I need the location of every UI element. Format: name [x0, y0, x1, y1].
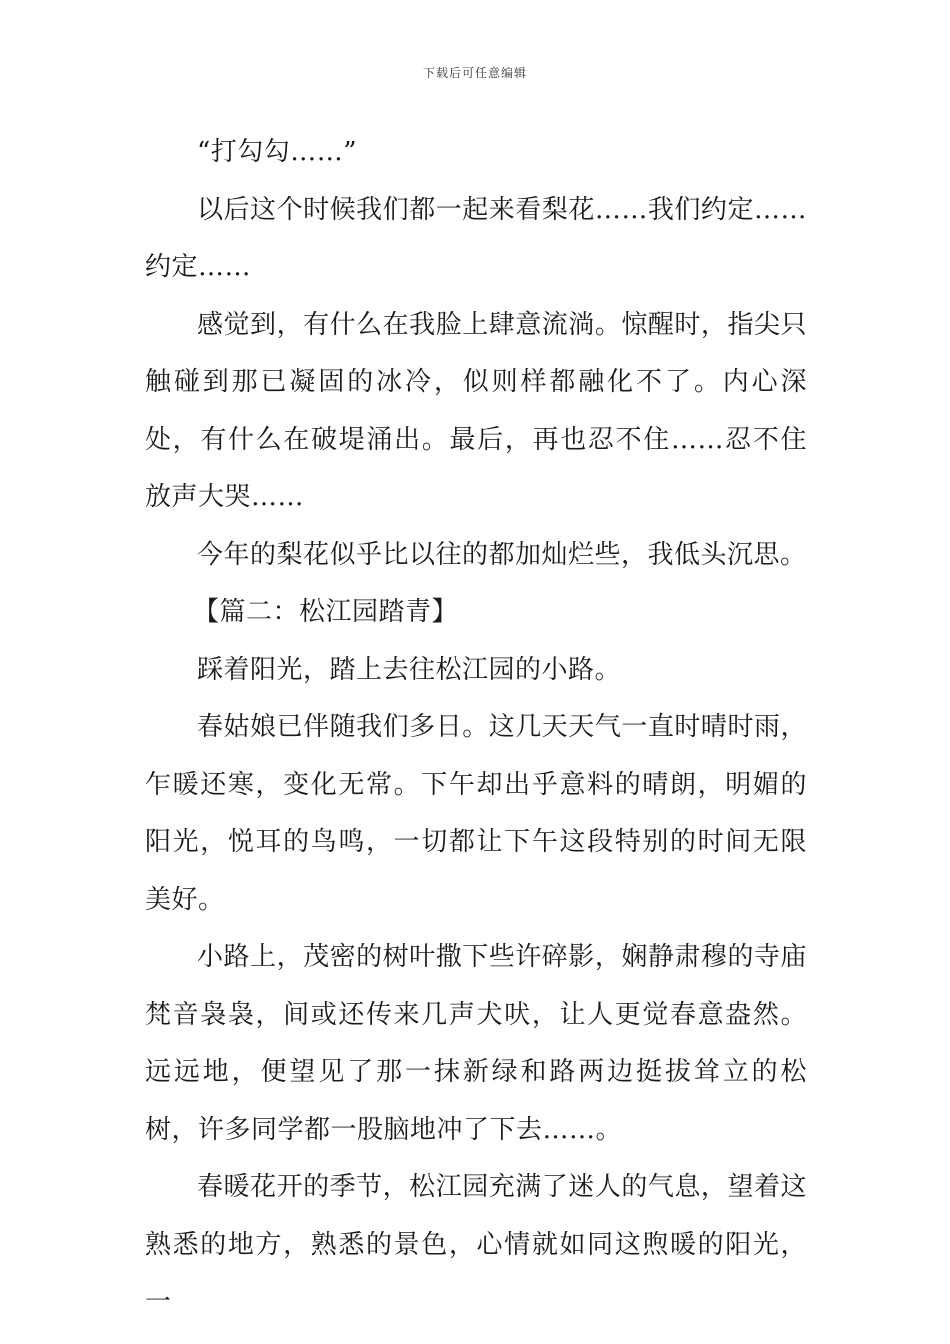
paragraph-promise: 以后这个时候我们都一起来看梨花……我们约定……约定……	[145, 194, 807, 282]
paragraph-pear-blossoms: 今年的梨花似乎比以往的都加灿烂些，我低头沉思。	[197, 539, 807, 570]
paragraph-path: 踩着阳光，踏上去往松江园的小路。	[197, 654, 622, 685]
document-body	[145, 124, 807, 1332]
paragraph-trail: 小路上，茂密的树叶撒下些许碎影，娴静肃穆的寺庙梵音袅袅，间或还传来几声犬吠，让人更觉春意盎然。远远地，便望见了那一抹新绿和路两边挺拔耸立的松树，许多同学都一股脑地冲了下去……。	[145, 942, 807, 1145]
section-heading: 【篇二：松江园踏青】	[193, 597, 459, 627]
paragraph-tears: 感觉到，有什么在我脸上肆意流淌。惊醒时，指尖只触碰到那已凝固的冰冷，似则样都融化不了。内心深处，有什么在破堤涌出。最后，再也忍不住……忍不住放声大哭……	[145, 309, 807, 512]
paragraph-season: 春暖花开的季节，松江园充满了迷人的气息，望着这熟悉的地方，熟悉的景色，心情就如同这煦暖的阳光，一	[145, 1172, 807, 1317]
paragraph-spring-weather: 春姑娘已伴随我们多日。这几天天气一直时晴时雨，乍暖还寒，变化无常。下午却出乎意料的晴朗，明媚的阳光，悦耳的鸟鸣，一切都让下午这段特别的时间无限美好。	[145, 712, 807, 915]
page-header: 下载后可任意编辑	[422, 66, 527, 80]
paragraph-dialogue: “打勾勾……”	[197, 137, 358, 167]
